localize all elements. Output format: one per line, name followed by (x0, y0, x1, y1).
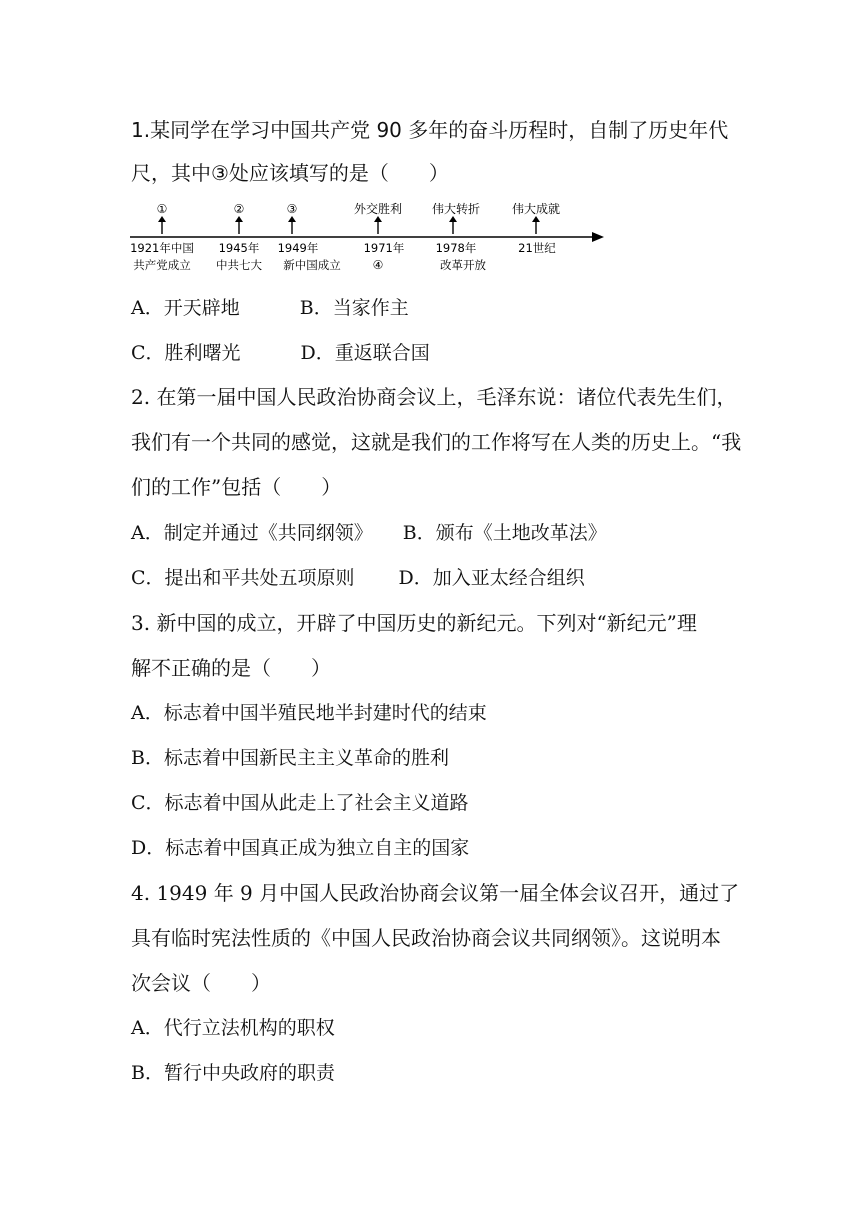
timeline-top-label: ① (156, 202, 168, 216)
q1-option-c[interactable]: C．胜利曙光 (131, 342, 241, 364)
q2-option-a[interactable]: A．制定并通过《共同纲领》 (131, 522, 373, 544)
timeline-year: 1921年中国 (130, 241, 194, 255)
q1-option-a[interactable]: A．开天辟地 (131, 297, 240, 319)
q3-option-a[interactable]: A．标志着中国半殖民地半封建时代的结束 (131, 702, 487, 724)
timeline-ruler (126, 196, 612, 282)
timeline-year: 1945年 (218, 241, 260, 255)
timeline-event: ④ (372, 258, 384, 272)
q1-stem-line2: 尺，其中③处应该填写的是（ ） (131, 161, 449, 185)
timeline-top-label: 伟大转折 (431, 202, 481, 216)
timeline-year: 1971年 (363, 241, 405, 255)
q3-stem-line2: 解不正确的是（ ） (131, 656, 331, 680)
q1-options-row2 (131, 339, 430, 367)
q3-stem-line1: 3. 新中国的成立，开辟了中国历史的新纪元。下列对“新纪元”理 (131, 611, 697, 635)
q3-option-b[interactable]: B．标志着中国新民主主义革命的胜利 (131, 747, 449, 769)
q1-options-row1 (131, 294, 409, 322)
q2-options-row2 (131, 564, 585, 592)
q2-option-d[interactable]: D．加入亚太经合组织 (398, 567, 585, 589)
timeline-year: 1949年 (277, 241, 319, 255)
timeline-top-label: 外交胜利 (353, 202, 403, 216)
q2-options-row1 (131, 519, 607, 547)
timeline-event: 新中国成立 (283, 258, 341, 272)
q4-stem-line3: 次会议（ ） (131, 971, 271, 995)
q2-option-b[interactable]: B．颁布《土地改革法》 (402, 522, 607, 544)
timeline-event: 中共七大 (216, 258, 262, 272)
timeline-top-label: 伟大成就 (511, 202, 561, 216)
q1-option-b[interactable]: B．当家作主 (299, 297, 409, 319)
q2-stem-line1: 2. 在第一届中国人民政治协商会议上，毛泽东说：诸位代表先生们， (131, 385, 737, 409)
timeline-tick-21c (512, 201, 560, 255)
q1-option-d[interactable]: D．重返联合国 (300, 342, 430, 364)
timeline-event: 共产党成立 (133, 258, 191, 272)
timeline-year: 21世纪 (518, 241, 556, 255)
q4-stem-line1: 4. 1949 年 9 月中国人民政治协商会议第一届全体会议召开，通过了 (131, 881, 740, 905)
q4-option-b[interactable]: B．暂行中央政府的职责 (131, 1062, 335, 1084)
timeline-year: 1978年 (435, 241, 477, 255)
q4-stem-line2: 具有临时宪法性质的《中国人民政治协商会议共同纲领》。这说明本 (131, 926, 721, 950)
q2-option-c[interactable]: C．提出和平共处五项原则 (131, 567, 355, 589)
timeline-event: 改革开放 (440, 258, 486, 272)
q2-stem-line2: 我们有一个共同的感觉，这就是我们的工作将写在人类的历史上。“我 (131, 430, 742, 454)
timeline-top-label: ③ (286, 202, 298, 216)
q4-option-a[interactable]: A．代行立法机构的职权 (131, 1017, 335, 1039)
q3-option-c[interactable]: C．标志着中国从此走上了社会主义道路 (131, 792, 469, 814)
q1-stem-line1: 1.某同学在学习中国共产党 90 多年的奋斗历程时，自制了历史年代 (131, 118, 729, 142)
timeline-axis-arrowhead (592, 232, 604, 242)
q2-stem-line3: 们的工作”包括（ ） (131, 475, 342, 499)
q3-option-d[interactable]: D．标志着中国真正成为独立自主的国家 (131, 837, 470, 859)
timeline-top-label: ② (233, 202, 245, 216)
